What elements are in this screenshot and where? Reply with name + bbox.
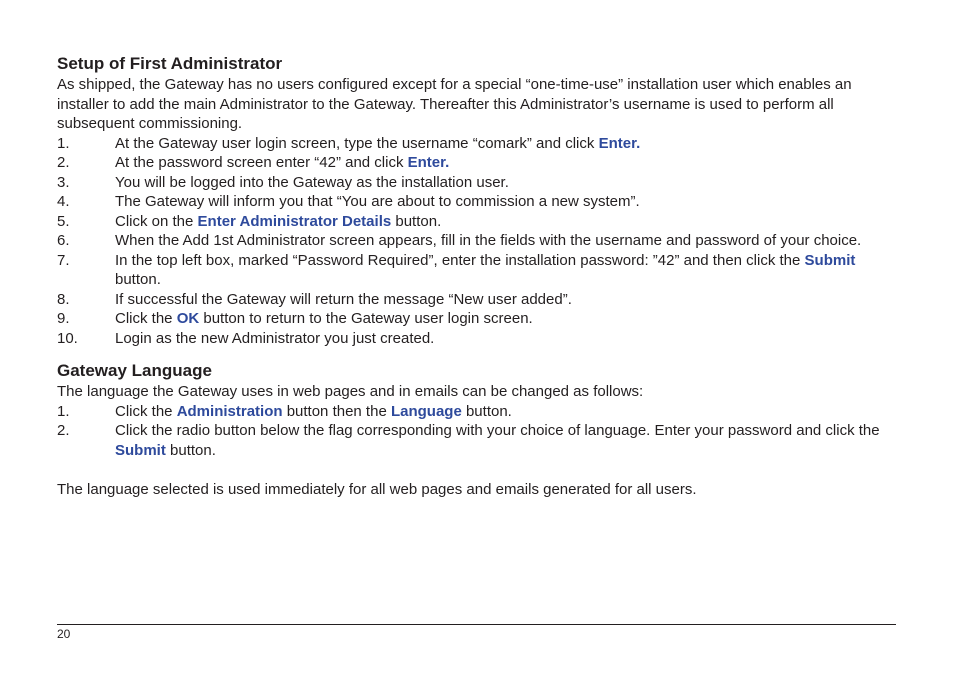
- language-steps-list: [57, 402, 897, 461]
- section-heading-setup-admin: Setup of First Administrator: [57, 54, 283, 73]
- enter-button-ref: Enter: [598, 134, 637, 152]
- enter-admin-details-button-ref: Enter Administrator Details: [197, 212, 392, 230]
- section-heading-gateway-language: Gateway Language: [57, 361, 212, 380]
- list-item: 5. Click on the Enter Administrator Details button.: [57, 212, 442, 230]
- setup-steps-list: [57, 134, 897, 349]
- footer-divider: [57, 624, 896, 625]
- list-item: 7. In the top left box, marked “Password Required”, enter the installation password: ”42” and then click the Submit button.: [57, 251, 856, 288]
- list-item: 1. Click the Administration button then the Language button.: [57, 402, 512, 420]
- list-item: 2. At the password screen enter “42” and click Enter.: [57, 154, 450, 171]
- closing-paragraph: The language selected is used immediately for all web pages and emails generated for all users.: [57, 480, 697, 498]
- language-button-ref: Language: [390, 402, 462, 420]
- enter-button-ref: Enter: [407, 154, 446, 171]
- list-item: 2. Click the radio button below the flag corresponding with your choice of language. Enter your password and click the Submit button.: [57, 422, 880, 459]
- list-item: 3. You will be logged into the Gateway as the installation user.: [57, 173, 509, 191]
- document-page: [57, 53, 897, 499]
- section-intro-setup-admin: As shipped, the Gateway has no users configured except for a special “one-time-use” installation user which enables an installer to add the main Administrator to the Gateway. Thereafter this Administrator’s username is used to perform all subsequent commissioning.: [57, 76, 852, 132]
- administration-button-ref: Administration: [176, 402, 283, 420]
- page-number: 20: [57, 627, 71, 641]
- list-item: 10. Login as the new Administrator you just created.: [57, 329, 435, 347]
- section-intro-gateway-language: The language the Gateway uses in web pages and in emails can be changed as follows:: [57, 383, 644, 400]
- submit-button-ref: Submit: [115, 441, 166, 459]
- list-item: 4. The Gateway will inform you that “You are about to commission a new system”.: [57, 193, 640, 210]
- list-item: 8. If successful the Gateway will return the message “New user added”.: [57, 290, 572, 308]
- list-item: 9. Click the OK button to return to the Gateway user login screen.: [57, 310, 533, 327]
- submit-button-ref: Submit: [804, 251, 856, 269]
- list-item: 6. When the Add 1st Administrator screen appears, fill in the fields with the username and password of your choice.: [57, 232, 862, 249]
- list-item: 1. At the Gateway user login screen, type the username “comark” and click Enter.: [57, 134, 641, 152]
- ok-button-ref: OK: [176, 310, 200, 327]
